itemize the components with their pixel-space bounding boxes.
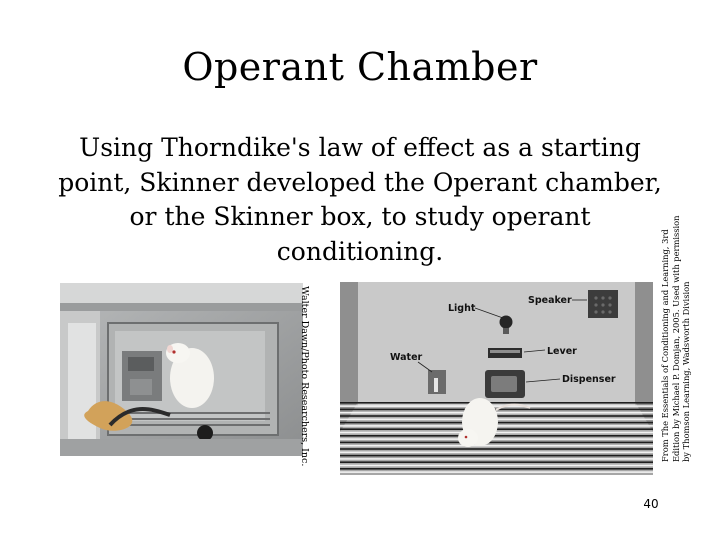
label-lever: Lever <box>547 346 577 357</box>
grid-bar <box>340 465 653 467</box>
grid-bar <box>340 461 653 463</box>
right-photo-credit <box>660 215 692 462</box>
grid-bar <box>340 432 653 434</box>
page-number: 40 <box>643 497 659 511</box>
grid-bar <box>340 435 653 437</box>
credit-line-1: From The Essentials of Conditioning and Learning, 3rd <box>660 229 670 462</box>
grid-bar <box>340 442 653 444</box>
grid-bar <box>340 438 653 440</box>
left-photo-credit: Walter Dawn/Photo Researchers, Inc. <box>299 286 310 467</box>
grid-bar <box>340 471 653 473</box>
label-light: Light <box>448 303 476 314</box>
rat-chamber-photo <box>60 283 303 456</box>
grid-bar <box>340 405 653 407</box>
credit-line-3: by Thomson Learning, Wadsworth Division <box>681 281 691 462</box>
grid-bar <box>340 448 653 450</box>
slide-title: Operant Chamber <box>182 45 538 89</box>
slide-body-text: Using Thorndike's law of effect as a starting point, Skinner developed the Operant chamber, or the Skinner box, to study operant conditioning. <box>58 133 662 266</box>
label-speaker: Speaker <box>528 295 572 306</box>
grid-bar <box>340 458 653 460</box>
label-dispenser: Dispenser <box>562 374 616 385</box>
credit-line-2: Edition by Michael P. Domjan, 2005. Used with permission <box>670 215 681 462</box>
grid-bar <box>340 402 653 404</box>
grid-bar <box>340 445 653 447</box>
grid-bar <box>340 455 653 457</box>
grid-bar <box>340 468 653 470</box>
label-water: Water <box>390 352 423 363</box>
skinner-box-diagram-photo <box>340 282 653 475</box>
grid-bar <box>340 452 653 454</box>
